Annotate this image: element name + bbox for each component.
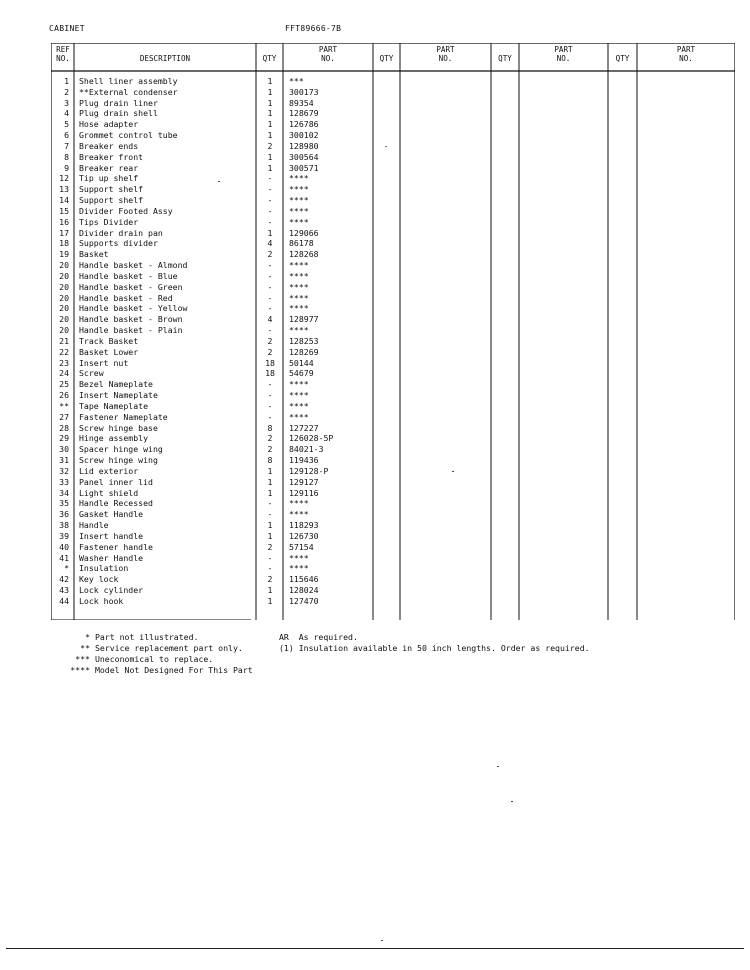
ref-cell: 30 <box>59 444 69 455</box>
part-number-cell: 128679 <box>289 108 319 119</box>
table-row <box>51 488 735 499</box>
qty-cell: - <box>267 270 273 281</box>
part-number-cell: 300564 <box>289 151 319 162</box>
table-row <box>51 520 735 531</box>
ref-cell: 3 <box>64 97 69 108</box>
part-number-cell: 126028-5P <box>289 433 334 444</box>
table-row <box>51 314 735 325</box>
description-cell: Basket Lower <box>79 346 139 357</box>
qty-cell: - <box>267 552 273 563</box>
part-number-cell: 127470 <box>289 595 319 606</box>
part-number-cell: 128268 <box>289 249 319 260</box>
ref-cell: 32 <box>59 465 69 476</box>
part-number-cell: 300102 <box>289 130 319 141</box>
table-row <box>51 455 735 466</box>
ref-cell: 36 <box>59 509 69 520</box>
table-row <box>51 238 735 249</box>
description-cell: Spacer hinge wing <box>79 444 163 455</box>
qty-cell: - <box>267 303 273 314</box>
description-cell: Plug drain liner <box>79 97 158 108</box>
qty-cell: - <box>267 411 273 422</box>
part-number-cell: **** <box>289 411 309 422</box>
qty-cell: - <box>267 563 273 574</box>
footnotes-left <box>44 632 253 676</box>
description-cell: Hinge assembly <box>79 433 149 444</box>
ref-cell: 24 <box>59 368 69 379</box>
description-cell: Insert Nameplate <box>79 390 158 401</box>
ref-cell: 20 <box>59 314 69 325</box>
footnote: ** Service replacement part only. <box>80 643 243 653</box>
description-cell: Breaker ends <box>79 140 139 151</box>
part-number-cell: 128253 <box>289 335 319 346</box>
qty-cell: - <box>267 281 273 292</box>
part-number-cell: **** <box>289 173 309 184</box>
qty-cell: 1 <box>267 530 273 541</box>
qty-cell: 1 <box>267 97 273 108</box>
table-row <box>51 585 735 596</box>
part-number-cell: **** <box>289 379 309 390</box>
table-row <box>51 433 735 444</box>
footnote: **** Model Not Designed For This Part <box>70 665 253 675</box>
part-number-cell: 128977 <box>289 314 319 325</box>
qty-cell: - <box>267 292 273 303</box>
table-row <box>51 163 735 174</box>
ref-cell: 31 <box>59 455 69 466</box>
scan-speck <box>381 940 383 941</box>
part-number-cell: 84021-3 <box>289 444 324 455</box>
qty-cell: 1 <box>267 108 273 119</box>
description-cell: Gasket Handle <box>79 509 144 520</box>
ref-cell: 12 <box>59 173 69 184</box>
ref-cell: 21 <box>59 335 69 346</box>
table-row <box>51 206 735 217</box>
footnote: * Part not illustrated. <box>85 632 199 642</box>
ref-cell: 13 <box>59 184 69 195</box>
description-cell: Lock cylinder <box>79 585 144 595</box>
ref-cell: 5 <box>64 119 69 130</box>
description-cell: Insert nut <box>79 357 129 368</box>
description-cell: Screw hinge base <box>79 422 158 433</box>
scan-speck <box>497 766 499 767</box>
part-number-cell: **** <box>289 390 309 401</box>
qty-cell: - <box>267 195 273 206</box>
table-row <box>51 509 735 520</box>
part-number-cell: 57154 <box>289 541 314 552</box>
description-cell: Shell liner assembly <box>79 76 178 86</box>
ref-cell: 20 <box>59 292 69 303</box>
description-cell: Support shelf <box>79 195 144 206</box>
description-cell: Handle basket - Almond <box>79 260 188 271</box>
col-header-part-1: PART NO. <box>318 45 338 63</box>
description-cell: Handle basket - Blue <box>79 270 178 281</box>
qty-cell: - <box>267 184 273 195</box>
table-row <box>51 141 735 152</box>
description-cell: Lock hook <box>79 595 124 606</box>
description-cell: Handle basket - Yellow <box>79 303 188 314</box>
part-number-cell: 128980 <box>289 140 319 151</box>
table-row <box>51 303 735 314</box>
qty-cell: 18 <box>265 357 275 368</box>
table-row <box>51 87 735 98</box>
description-cell: Divider Footed Assy <box>79 205 173 216</box>
ref-cell: 7 <box>64 140 69 151</box>
description-cell: Insulation <box>79 563 129 574</box>
table-row <box>51 152 735 163</box>
col-header-qty-1: QTY <box>262 54 277 63</box>
qty-cell: 1 <box>267 595 273 606</box>
part-number-cell: **** <box>289 303 309 314</box>
ref-cell: 42 <box>59 574 69 585</box>
ref-cell: 22 <box>59 346 69 357</box>
ref-cell: 23 <box>59 357 69 368</box>
ref-cell: 38 <box>59 520 69 531</box>
page-bottom-rule <box>6 948 744 949</box>
description-cell: Track Basket <box>79 335 139 346</box>
ref-cell: 2 <box>64 86 69 97</box>
col-header-ref: REF NO. <box>56 45 70 63</box>
ref-cell: 19 <box>59 249 69 260</box>
part-number-cell: **** <box>289 498 309 509</box>
table-row <box>51 325 735 336</box>
description-cell: Grommet control tube <box>79 130 178 141</box>
qty-cell: 1 <box>267 86 273 97</box>
qty-cell: 4 <box>267 238 273 249</box>
ref-cell: 20 <box>59 270 69 281</box>
qty-cell: 1 <box>267 476 273 487</box>
description-cell: Support shelf <box>79 184 144 195</box>
description-cell: Key lock <box>79 574 119 585</box>
qty-cell: 2 <box>267 433 273 444</box>
description-cell: Plug drain shell <box>79 108 158 119</box>
part-number-cell: 129127 <box>289 476 319 487</box>
description-cell: **External condenser <box>79 86 178 97</box>
description-cell: Fastener Nameplate <box>79 411 168 422</box>
ref-cell: 1 <box>64 76 69 86</box>
qty-cell: 2 <box>267 574 273 585</box>
table-row <box>51 412 735 423</box>
table-row <box>51 293 735 304</box>
description-cell: Washer Handle <box>79 552 144 563</box>
part-number-cell: 128269 <box>289 346 319 357</box>
qty-cell: - <box>267 325 273 336</box>
description-cell: Handle basket - Green <box>79 281 183 292</box>
part-number-cell: *** <box>289 76 304 86</box>
col-header-qty-2: QTY <box>379 54 394 63</box>
description-cell: Divider drain pan <box>79 227 163 238</box>
table-row <box>51 228 735 239</box>
part-number-cell: 126730 <box>289 530 319 541</box>
scan-speck <box>218 181 220 182</box>
table-row <box>51 563 735 574</box>
description-cell: Screw <box>79 368 104 379</box>
table-row <box>51 217 735 228</box>
col-header-part-3: PART NO. <box>554 45 573 63</box>
part-number-cell: **** <box>289 260 309 271</box>
part-number-cell: 300571 <box>289 162 319 173</box>
table-row <box>51 498 735 509</box>
qty-cell: 1 <box>267 151 273 162</box>
table-row <box>51 108 735 119</box>
ref-cell: 35 <box>59 498 69 509</box>
qty-cell: 1 <box>267 487 273 498</box>
col-header-qty-4: QTY <box>615 54 630 63</box>
qty-cell: 1 <box>267 119 273 130</box>
ref-cell: 17 <box>59 227 69 238</box>
ref-cell: 41 <box>59 552 69 563</box>
qty-cell: 1 <box>267 130 273 141</box>
part-number-cell: 89354 <box>289 97 314 108</box>
qty-cell: 8 <box>267 455 273 466</box>
ref-cell: 39 <box>59 530 69 541</box>
ref-cell: 28 <box>59 422 69 433</box>
parts-table <box>51 43 735 620</box>
qty-cell: 2 <box>267 541 273 552</box>
table-row <box>51 76 735 87</box>
table-row <box>51 553 735 564</box>
table-row <box>51 542 735 553</box>
description-cell: Breaker front <box>79 151 144 162</box>
table-row <box>51 477 735 488</box>
qty-cell: - <box>267 216 273 227</box>
qty-cell: 1 <box>267 465 273 476</box>
part-number-cell: **** <box>289 552 309 563</box>
qty-cell-2: - <box>383 140 389 151</box>
description-cell: Supports divider <box>79 238 158 249</box>
ref-cell: 40 <box>59 541 69 552</box>
description-cell: Lid exterior <box>79 465 139 476</box>
description-cell: Handle <box>79 520 109 531</box>
model-number: FFT89666-7B <box>285 24 342 33</box>
qty-cell: 2 <box>267 346 273 357</box>
ref-cell: 8 <box>64 151 69 162</box>
qty-cell: 1 <box>267 520 273 531</box>
qty-cell: 1 <box>267 76 273 86</box>
part-number-cell: **** <box>289 400 309 411</box>
scan-speck <box>511 801 513 802</box>
ref-cell: 29 <box>59 433 69 444</box>
ref-cell: 4 <box>64 108 69 119</box>
part-number-cell: **** <box>289 325 309 336</box>
table-row <box>51 98 735 109</box>
part-number-cell: **** <box>289 184 309 195</box>
ref-cell: 20 <box>59 281 69 292</box>
qty-cell: - <box>267 379 273 390</box>
description-cell: Screw hinge wing <box>79 455 158 466</box>
description-cell: Bezel Nameplate <box>79 379 153 390</box>
part-number-cell: 50144 <box>289 357 314 368</box>
qty-cell: 1 <box>267 162 273 173</box>
qty-cell: 4 <box>267 314 273 325</box>
scan-speck <box>452 471 454 472</box>
table-row <box>51 282 735 293</box>
description-cell: Handle basket - Brown <box>79 314 183 325</box>
ref-cell: 20 <box>59 260 69 271</box>
qty-cell: - <box>267 390 273 401</box>
col-header-qty-3: QTY <box>498 54 512 63</box>
qty-cell: 1 <box>267 227 273 238</box>
table-row <box>51 271 735 282</box>
table-row <box>51 466 735 477</box>
col-header-part-4: PART NO. <box>676 45 696 63</box>
part-number-cell: **** <box>289 216 309 227</box>
ref-cell: 33 <box>59 476 69 487</box>
part-number-cell: 86178 <box>289 238 314 249</box>
col-header-description: DESCRIPTION <box>139 54 191 63</box>
qty-cell: - <box>267 400 273 411</box>
part-number-cell: 128024 <box>289 585 319 595</box>
part-number-cell: **** <box>289 292 309 303</box>
ref-cell: 27 <box>59 411 69 422</box>
table-row <box>51 379 735 390</box>
description-cell: Handle Recessed <box>79 498 153 509</box>
qty-cell: 2 <box>267 444 273 455</box>
ref-cell: ** <box>59 400 69 411</box>
table-row <box>51 184 735 195</box>
section-title: CABINET <box>49 24 85 33</box>
ref-cell: 34 <box>59 487 69 498</box>
description-cell: Light shield <box>79 487 139 498</box>
part-number-cell: 118293 <box>289 520 319 531</box>
ref-cell: 20 <box>59 303 69 314</box>
part-number-cell: 127227 <box>289 422 319 433</box>
part-number-cell: 129066 <box>289 227 319 238</box>
part-number-cell: **** <box>289 281 309 292</box>
part-number-cell: 129128-P <box>289 465 329 476</box>
table-row <box>51 368 735 379</box>
ref-cell: 9 <box>64 162 69 173</box>
table-row <box>51 358 735 369</box>
qty-cell: 2 <box>267 140 273 151</box>
ref-cell: * <box>64 563 69 574</box>
qty-cell: 8 <box>267 422 273 433</box>
qty-cell: 2 <box>267 335 273 346</box>
qty-cell: - <box>267 205 273 216</box>
description-cell: Tip up shelf <box>79 173 139 184</box>
table-row <box>51 130 735 141</box>
footnotes-right <box>279 632 590 654</box>
footnote: (1) Insulation available in 50 inch lengths. Order as required. <box>279 643 590 653</box>
ref-cell: 20 <box>59 325 69 336</box>
description-cell: Hose adapter <box>79 119 139 130</box>
footnote: *** Uneconomical to replace. <box>75 654 214 664</box>
qty-cell: 1 <box>267 585 273 595</box>
part-number-cell: **** <box>289 205 309 216</box>
part-number-cell: 115646 <box>289 574 319 585</box>
part-number-cell: 119436 <box>289 455 319 466</box>
table-row <box>51 401 735 412</box>
description-cell: Fastener handle <box>79 541 153 552</box>
part-number-cell: 300173 <box>289 86 319 97</box>
ref-cell: 25 <box>59 379 69 390</box>
qty-cell: 2 <box>267 249 273 260</box>
description-cell: Basket <box>79 249 109 260</box>
table-row <box>51 347 735 358</box>
table-row <box>51 173 735 184</box>
description-cell: Panel inner lid <box>79 476 153 487</box>
table-row <box>51 336 735 347</box>
ref-cell: 43 <box>59 585 69 595</box>
table-row <box>51 423 735 434</box>
description-cell: Tips Divider <box>79 216 139 227</box>
footnote: AR As required. <box>279 632 358 642</box>
ref-cell: 44 <box>59 595 69 606</box>
description-cell: Handle basket - Red <box>79 292 173 303</box>
ref-cell: 16 <box>59 216 69 227</box>
qty-cell: - <box>267 509 273 520</box>
description-cell: Handle basket - Plain <box>79 325 183 336</box>
table-row <box>51 596 735 607</box>
qty-cell: - <box>267 260 273 271</box>
part-number-cell: **** <box>289 270 309 281</box>
table-row <box>51 574 735 585</box>
table-row <box>51 195 735 206</box>
table-row <box>51 531 735 542</box>
qty-cell: 18 <box>265 368 275 379</box>
part-number-cell: **** <box>289 563 309 574</box>
description-cell: Breaker rear <box>79 162 139 173</box>
part-number-cell: **** <box>289 195 309 206</box>
ref-cell: 15 <box>59 205 69 216</box>
col-header-part-2: PART NO. <box>436 45 455 63</box>
part-number-cell: 54679 <box>289 368 314 379</box>
table-row <box>51 444 735 455</box>
table-row <box>51 390 735 401</box>
ref-cell: 18 <box>59 238 69 249</box>
description-cell: Tape Nameplate <box>79 400 149 411</box>
ref-cell: 6 <box>64 130 69 141</box>
table-row <box>51 119 735 130</box>
part-number-cell: 126786 <box>289 119 319 130</box>
table-row <box>51 249 735 260</box>
ref-cell: 26 <box>59 390 69 401</box>
table-row <box>51 260 735 271</box>
description-cell: Insert handle <box>79 530 144 541</box>
ref-cell: 14 <box>59 195 69 206</box>
part-number-cell: 129116 <box>289 487 319 498</box>
qty-cell: - <box>267 173 273 184</box>
qty-cell: - <box>267 498 273 509</box>
part-number-cell: **** <box>289 509 309 520</box>
